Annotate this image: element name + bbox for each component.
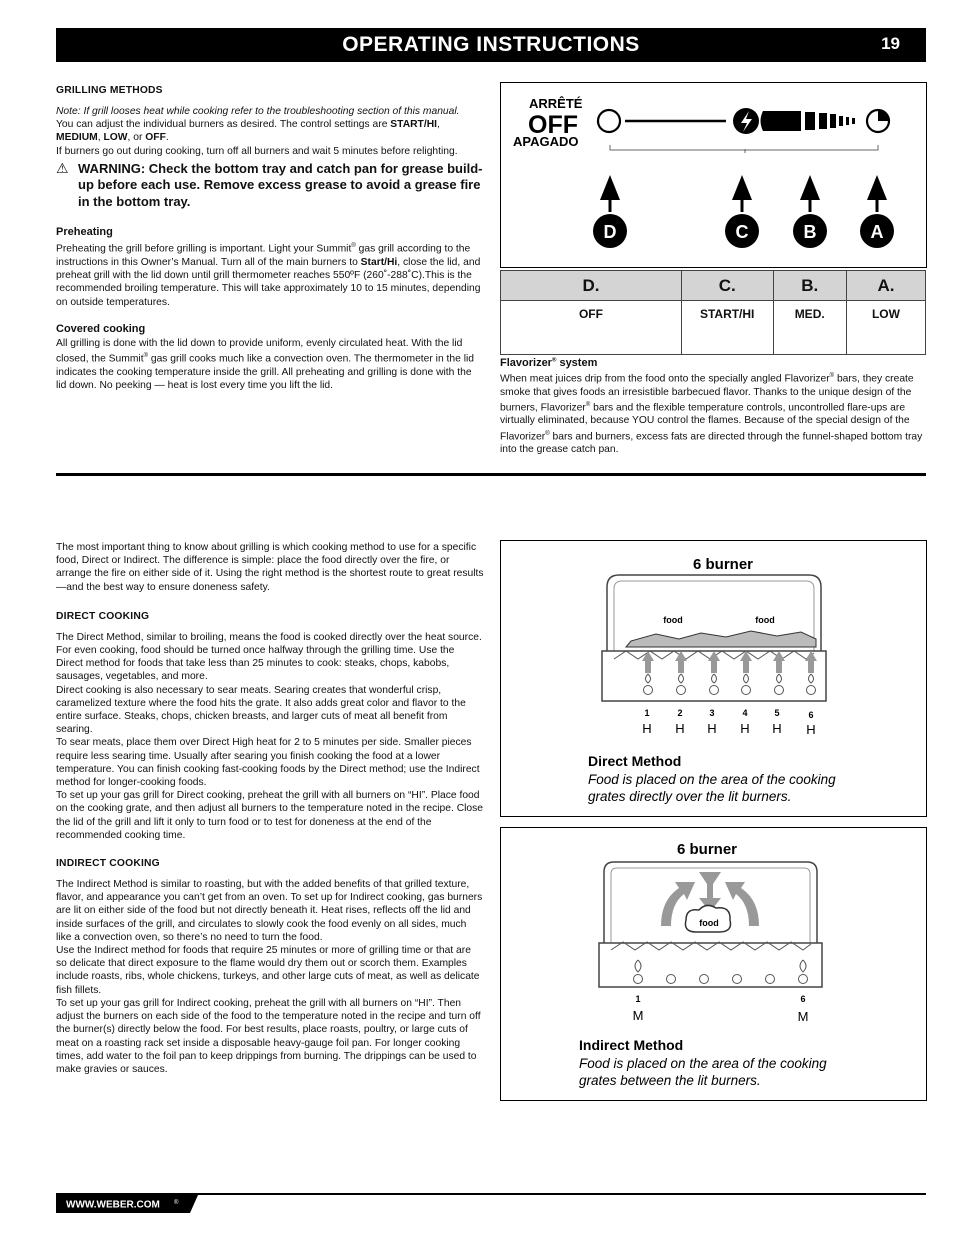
preheating-text: Preheating the grill before grilling is important. Light your Summit® gas grill according to the instructions in this Owner’s Manual. Turn all of the main burners to Start/Hi, close the lid, and preheat grill with the lid down until grill thermometer reaches 550ºF (260˚-288˚C).This is the recommended broiling temperature. This will take approximately 10 to 15 minutes, depending on outside temperatures. xyxy=(56,243,481,308)
indirect-burner-title: 6 burner xyxy=(677,841,738,858)
indirect-text-3: To set up your gas grill for Indirect cooking, preheat the grill with all burners on “HI”. Then adjust the burners on each side of the food to the temperature noted in the recipe and turn off the burner(s) directly below the food. For best results, place roasts, poultry, or large cuts of meat on a roasting rack set inside a disposable heavy-gauge foil pan. For longer cooking times, add water to the foil pan to keep drippings from burning. The drippings can be used to make gravies or sauces. xyxy=(56,997,481,1075)
svg-text:ARRÊTÉ: ARRÊTÉ xyxy=(529,96,583,111)
flavorizer-heading: Flavorizer® system xyxy=(500,357,598,369)
covered-cooking-heading: Covered cooking xyxy=(56,322,146,335)
direct-burner-number: 1 xyxy=(644,708,650,718)
direct-burner-setting: H xyxy=(707,721,717,736)
knob-label-a: A xyxy=(870,222,884,242)
knob-label-c: C xyxy=(735,222,749,242)
off-circle-icon xyxy=(598,110,620,132)
direct-text-3: To sear meats, place them over Direct High heat for 2 to 5 minutes per side. Smaller pieces require less searing time. Usually after searing you finish cooking the food at a lower temperature. You can finish cooking fast-cooking foods by the Direct method; use the Indirect method for longer-cooking foods. xyxy=(56,737,480,789)
indirect-method-diagram xyxy=(500,827,927,1101)
table-cell-med: MED. xyxy=(773,301,846,355)
direct-grill-illustration xyxy=(501,541,926,816)
table-header-c: C. xyxy=(681,271,773,301)
indirect-burner-number: 6 xyxy=(800,994,806,1004)
control-knob-diagram xyxy=(500,82,927,268)
grease-warning xyxy=(56,161,484,211)
indirect-cooking-heading: INDIRECT COOKING xyxy=(56,858,160,870)
direct-food-label-2: food xyxy=(755,615,775,625)
covered-cooking-text: All grilling is done with the lid down to provide uniform, evenly circulated heat. With the lid closed, the Summit® gas grill cooks much like a convection oven. The thermometer in the lid indicates the cooking temperature inside the grill. All preheating and grilling is done with the lid down. No peeking — heat is lost every time you lift the lid. xyxy=(56,337,475,391)
direct-burner-title: 6 burner xyxy=(693,556,754,573)
footer-url: WWW.WEBER.COM xyxy=(66,1199,160,1211)
direct-text-2: Direct cooking is also necessary to sear meats. Searing creates that wonderful crisp, caramelized texture where the food hits the grate. It also adds great color and flavor to the entire surface. Steaks, chops, chicken breasts, and larger cuts of meat all benefit from searing. xyxy=(56,684,466,736)
indirect-grill-illustration xyxy=(501,828,926,1100)
control-settings-text: You can adjust the individual burners as desired. The control settings are START/HI, MEDIUM, LOW, or OFF. xyxy=(56,119,440,144)
table-header-a: A. xyxy=(846,271,925,301)
indirect-method-title: Indirect Method xyxy=(579,1037,684,1053)
svg-text:OFF: OFF xyxy=(528,111,578,139)
section-divider xyxy=(56,473,926,476)
direct-burner-number: 4 xyxy=(742,708,748,718)
flame-level-icon xyxy=(761,111,802,131)
direct-text-4: To set up your gas grill for Direct cooking, preheat the grill with all burners on “HI”. Place food on the cooking grate, and then adjust all burners to the temperature noted in the recipe. Close the lid of the grill and lift it only to turn food or to test for doneness at the end of the recommended cooking time. xyxy=(56,790,484,841)
indirect-burner-setting: M xyxy=(797,1009,809,1024)
grill-firebox xyxy=(599,943,822,987)
direct-caption-line-1: Food is placed on the area of the cooking xyxy=(588,772,836,787)
footer-reg: ® xyxy=(174,1200,179,1206)
direct-burner-number: 3 xyxy=(709,708,715,718)
relight-text: If burners go out during cooking, turn off all burners and wait 5 minutes before relighting. xyxy=(56,145,458,157)
direct-burner-number: 6 xyxy=(808,710,814,720)
direct-method-diagram xyxy=(500,540,927,817)
warning-text: WARNING: Check the bottom tray and catch pan for grease build-up before each use. Remove excess grease to avoid a grease fire in the bottom tray. xyxy=(78,160,483,209)
indirect-text-1: The Indirect Method is similar to roasting, but with the added benefits of that grilled texture, flavor, and appearance you can’t get from an oven. To set up for Indirect cooking, gas burners are lit on either side of the food but not directly beneath it. Heat rises, reflects off the lid and inside surfaces of the grill, and circulates to slowly cook the food evenly on all sides, much like a convection oven, so there’s no need to turn the food. xyxy=(56,879,483,943)
direct-method-title: Direct Method xyxy=(588,753,682,769)
direct-food-label-1: food xyxy=(663,615,683,625)
grilling-methods-heading: GRILLING METHODS xyxy=(56,85,163,96)
indirect-burner-number: 1 xyxy=(635,994,641,1004)
grilling-methods-section xyxy=(56,85,484,392)
cooking-methods-section xyxy=(56,541,484,1076)
flavorizer-section xyxy=(500,357,925,456)
food-pieces xyxy=(626,631,816,647)
preheating-heading: Preheating xyxy=(56,226,113,239)
direct-burner-number: 2 xyxy=(677,708,683,718)
indirect-caption-line-1: Food is placed on the area of the cooking xyxy=(579,1056,827,1071)
direct-burner-number: 5 xyxy=(774,708,780,718)
table-cell-low: LOW xyxy=(846,301,925,355)
heat-loss-note: Note: If grill looses heat while cooking refer to the troubleshooting section of this manual. xyxy=(56,106,460,117)
knob-label-b: B xyxy=(803,222,817,242)
footer-tab xyxy=(56,1195,198,1213)
table-header-d: D. xyxy=(501,271,682,301)
direct-caption-line-2: grates directly over the lit burners. xyxy=(588,789,792,804)
direct-burner-setting: H xyxy=(675,721,685,736)
direct-cooking-heading: DIRECT COOKING xyxy=(56,610,150,622)
intro-text: The most important thing to know about grilling is which cooking method to use for a specific food, Direct or Indirect. The difference is simple: place the food directly over the fire, or arrange the fire on either side of it. Using the right method is the shortest route to great results—and the best way to ensure doneness safety. xyxy=(56,542,484,593)
knob-illustration xyxy=(501,83,926,267)
direct-burner-setting: H xyxy=(642,721,652,736)
indirect-text-2: Use the Indirect method for foods that require 25 minutes or more of grilling time or that are so delicate that direct exposure to the flame would dry them out or scorch them. Examples include roasts, ribs, whole chickens, turkeys, and other large cuts of meat, as well as delicate fish fillets. xyxy=(56,945,480,996)
indirect-caption-line-2: grates between the lit burners. xyxy=(579,1073,761,1088)
page-number: 19 xyxy=(881,34,900,53)
page-header xyxy=(56,28,926,62)
table-cell-start-hi: START/HI xyxy=(681,301,773,355)
indirect-burner-setting: M xyxy=(632,1008,644,1023)
direct-text-1: The Direct Method, similar to broiling, means the food is cooked directly over the heat source. For even cooking, food should be turned once halfway through the grilling time. Use the Direct method for foods that take less than 25 minutes to cook: steaks, chops, kabobs, sausages, vegetables, and more. xyxy=(56,631,482,683)
control-settings-table xyxy=(500,270,926,355)
table-header-b: B. xyxy=(773,271,846,301)
indirect-food-label: food xyxy=(699,918,719,928)
page-title: OPERATING INSTRUCTIONS xyxy=(342,33,640,56)
knob-label-d: D xyxy=(603,222,617,242)
flavorizer-text: When meat juices drip from the food onto the specially angled Flavorizer® bars, they create smoke that gives foods an irresistible barbecued flavor. Thanks to the unique design of the burners, Flavorizer® bars and the flexible temperature controls, uncontrolled flare-ups are virtually eliminated, because YOU control the flames. Because of the special design of the Flavorizer® bars and burners, excess fats are directed through the funnel-shaped bottom tray into the grease catch pan. xyxy=(500,373,923,456)
direct-burner-setting: H xyxy=(806,722,816,737)
direct-burner-setting: H xyxy=(772,721,782,736)
table-cell-off: OFF xyxy=(501,301,682,355)
svg-text:APAGADO: APAGADO xyxy=(513,134,579,149)
warning-icon: ⚠ xyxy=(56,159,69,176)
direct-burner-setting: H xyxy=(740,721,750,736)
